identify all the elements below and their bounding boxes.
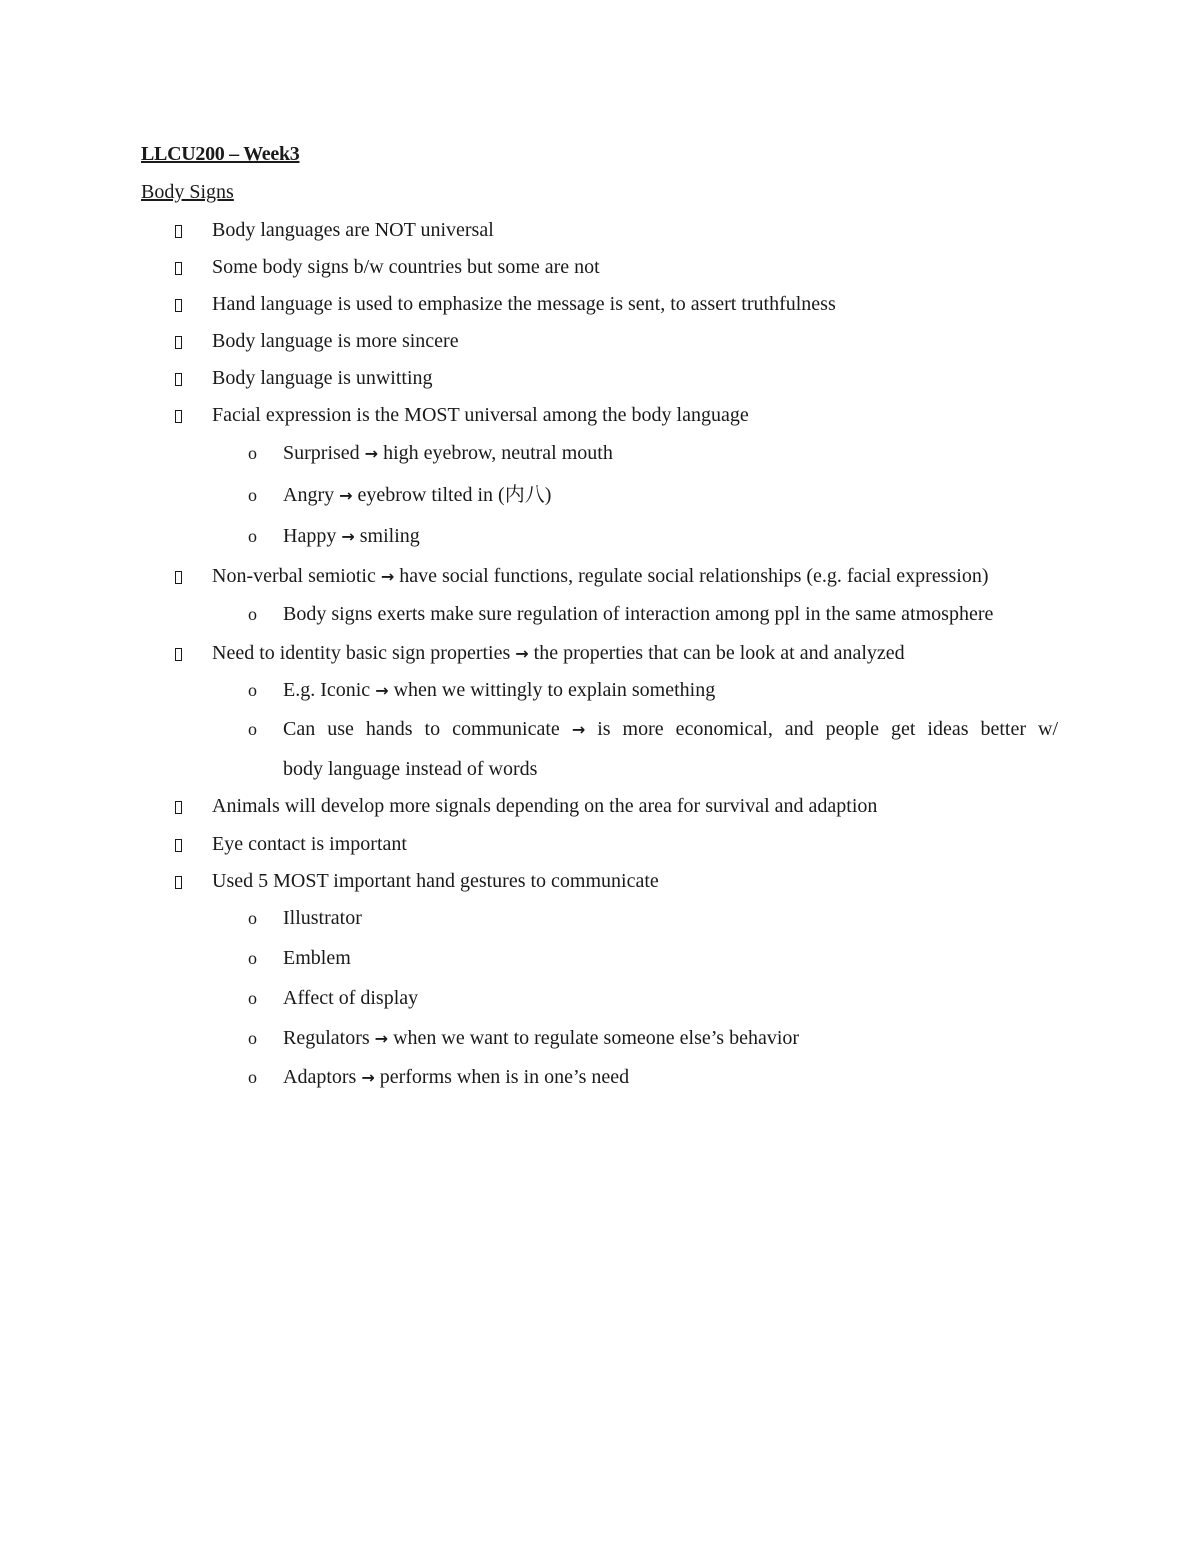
item-text-main: Need to identity basic sign properties (212, 642, 511, 664)
item-text-detail: smiling (359, 525, 420, 547)
item-text-main: Some body signs b/w countries but some are not (212, 256, 600, 278)
right-arrow-icon: → (380, 567, 395, 586)
right-arrow-icon: → (361, 1068, 375, 1087)
item-text (283, 524, 420, 549)
item-text (212, 329, 459, 353)
item-text-main: Adaptors (283, 1066, 357, 1088)
bullet-box-icon (175, 648, 182, 661)
item-text-main: Body languages are NOT universal (212, 219, 494, 241)
item-text (212, 869, 659, 893)
item-text-main: Facial expression is the MOST universal among the body language (212, 404, 749, 426)
sub-bullet-marker: o (248, 526, 257, 546)
bullet-box-icon (175, 876, 182, 889)
sub-bullet-marker: o (248, 948, 257, 968)
document-title: LLCU200 – Week3 (141, 143, 300, 165)
item-text-detail: high eyebrow, neutral mouth (383, 442, 613, 464)
item-text-main: Emblem (283, 947, 351, 969)
item-text (283, 1065, 629, 1090)
bullet-box-icon (175, 299, 182, 312)
sub-bullet-marker: o (248, 988, 257, 1008)
item-text (283, 717, 1058, 742)
item-text-main: Non-verbal semiotic (212, 565, 376, 587)
item-text-detail: when we wittingly to explain something (393, 679, 716, 701)
sub-bullet-marker: o (248, 604, 257, 624)
item-text-main: Hand language is used to emphasize the message is sent, to assert truthfulness (212, 293, 836, 315)
sub-bullet-marker: o (248, 485, 257, 505)
item-text (283, 602, 993, 626)
item-text (212, 255, 600, 279)
item-text-main: Angry (283, 484, 335, 506)
sub-bullet-marker: o (248, 443, 257, 463)
item-text-main: Body language is more sincere (212, 330, 459, 352)
item-text-detail: the properties that can be look at and analyzed (533, 642, 905, 664)
item-text-main: Happy (283, 525, 337, 547)
bullet-box-icon (175, 839, 182, 852)
item-text-detail: eyebrow tilted in (内八) (357, 484, 552, 506)
item-text (212, 641, 905, 666)
item-text (212, 403, 749, 427)
item-text-main: Regulators (283, 1027, 370, 1049)
item-text (212, 218, 494, 242)
item-text-detail: performs when is in one’s need (379, 1066, 630, 1088)
sub-bullet-marker: o (248, 908, 257, 928)
item-text-main: Illustrator (283, 907, 362, 929)
bullet-box-icon (175, 336, 182, 349)
right-arrow-icon: → (341, 527, 355, 546)
item-text-main: Used 5 MOST important hand gestures to communicate (212, 870, 659, 892)
right-arrow-icon: → (374, 1029, 389, 1048)
right-arrow-icon: → (571, 720, 586, 739)
right-arrow-icon: → (364, 444, 379, 463)
bullet-box-icon (175, 571, 182, 584)
item-text-detail: have social functions, regulate social relationships (e.g. facial expression) (399, 565, 989, 587)
bullet-box-icon (175, 373, 182, 386)
bullet-box-icon (175, 801, 182, 814)
item-text-main: Body signs exerts make sure regulation of interaction among ppl in the same atmosphere (283, 603, 994, 625)
bullet-box-icon (175, 410, 182, 423)
item-text (212, 794, 877, 818)
right-arrow-icon: → (375, 681, 389, 700)
item-text (283, 678, 715, 703)
item-text (283, 986, 418, 1010)
section-heading: Body Signs (141, 181, 234, 203)
item-text (283, 441, 613, 466)
item-text-main: Affect of display (283, 987, 419, 1009)
item-text-main: Surprised (283, 442, 360, 464)
item-text-detail: is more economical, and people get ideas better w/ (597, 718, 1059, 740)
item-text-detail: when we want to regulate someone else’s behavior (393, 1027, 800, 1049)
item-text-main: Eye contact is important (212, 833, 407, 855)
sub-bullet-marker: o (248, 719, 257, 739)
right-arrow-icon: → (515, 644, 529, 663)
bullet-box-icon (175, 262, 182, 275)
item-text (283, 483, 551, 508)
sub-bullet-marker: o (248, 1067, 257, 1087)
item-text (212, 832, 407, 856)
sub-bullet-marker: o (248, 1028, 257, 1048)
item-text (283, 1026, 799, 1051)
item-text-main: Body language is unwitting (212, 367, 433, 389)
item-text (283, 946, 351, 970)
right-arrow-icon: → (339, 486, 353, 505)
item-text-main: Animals will develop more signals depending on the area for survival and adaption (212, 795, 878, 817)
item-text-main: body language instead of words (283, 758, 538, 780)
bullet-box-icon (175, 225, 182, 238)
item-text (212, 366, 433, 390)
item-text (212, 564, 989, 589)
item-text-main: Can use hands to communicate (283, 718, 560, 740)
item-text (283, 757, 537, 781)
sub-bullet-marker: o (248, 680, 257, 700)
item-text-main: E.g. Iconic (283, 679, 371, 701)
item-text (212, 292, 836, 316)
item-text (283, 906, 362, 930)
